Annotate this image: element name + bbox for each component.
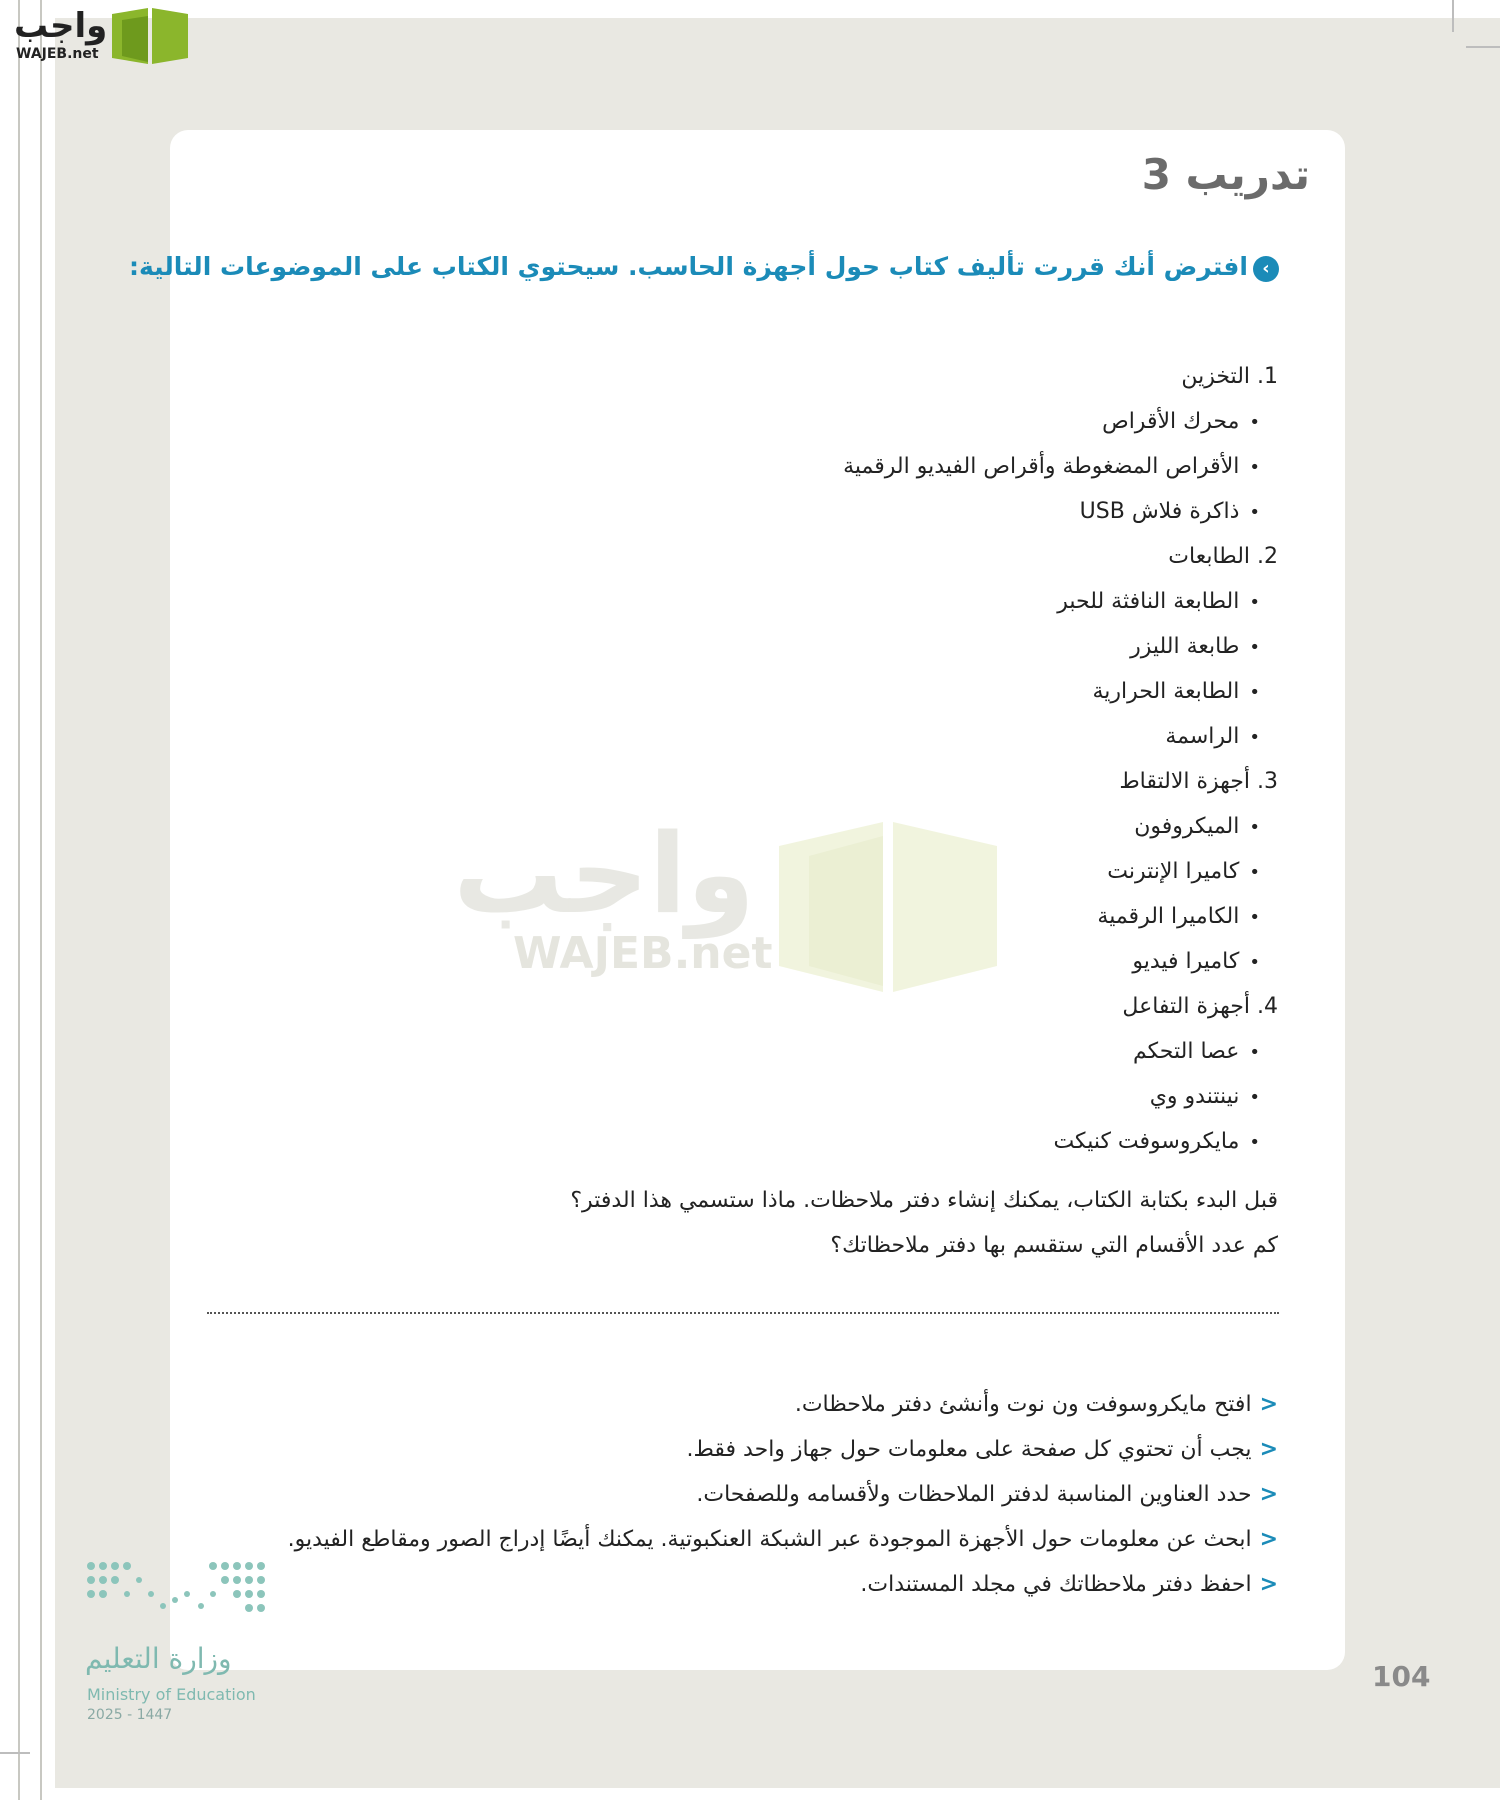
list-item: •كاميرا الإنترنت — [678, 849, 1278, 894]
logo-latin-text: WAJEB.net — [16, 46, 99, 62]
bullet-icon: • — [1249, 907, 1260, 928]
chevron-icon: < — [1259, 1392, 1278, 1417]
step-item: <احفظ دفتر ملاحظاتك في مجلد المستندات. — [860, 1572, 1278, 1597]
bullet-icon: • — [1249, 502, 1260, 523]
crop-line-left-inner — [40, 0, 42, 1800]
step-item: <يجب أن تحتوي كل صفحة على معلومات حول جهاز واحد فقط. — [686, 1437, 1278, 1462]
list-item: •عصا التحكم — [678, 1029, 1278, 1074]
questions — [378, 1178, 1278, 1268]
chevron-icon: < — [1259, 1527, 1278, 1552]
steps-list — [178, 1382, 1278, 1607]
step-item: <افتح مايكروسوفت ون نوت وأنشئ دفتر ملاحظات. — [794, 1392, 1278, 1417]
watermark-arabic: واجب — [453, 810, 755, 938]
ministry-dots-icon — [85, 1560, 275, 1630]
bullet-icon: • — [1249, 412, 1260, 433]
list-item: •كاميرا فيديو — [678, 939, 1278, 984]
chevron-icon: < — [1259, 1572, 1278, 1597]
bullet-icon: • — [1249, 637, 1260, 658]
exercise-title: تدريب 3 — [1141, 150, 1310, 199]
step-item: <حدد العناوين المناسبة لدفتر الملاحظات ولأقسامه وللصفحات. — [696, 1482, 1278, 1507]
list-item: •الكاميرا الرقمية — [678, 894, 1278, 939]
bullet-icon: • — [1249, 592, 1260, 613]
crop-mark-top-right — [1452, 0, 1454, 32]
book-icon — [108, 6, 193, 66]
bullet-icon: • — [1249, 682, 1260, 703]
list-item: •محرك الأقراص — [678, 399, 1278, 444]
crop-line-left — [18, 0, 20, 1800]
chevron-icon: < — [1259, 1437, 1278, 1462]
wajeb-logo — [8, 6, 193, 66]
watermark-latin: WAJEB.net — [513, 928, 773, 979]
bullet-icon: • — [1249, 862, 1260, 883]
list-item: •ذاكرة فلاش USB — [678, 489, 1278, 534]
bullet-icon: • — [1249, 1042, 1260, 1063]
crop-mark-bottom-left — [0, 1752, 30, 1754]
bullet-icon: • — [1249, 457, 1260, 478]
step-item: <ابحث عن معلومات حول الأجهزة الموجودة عبر الشبكة العنكبوتية. يمكنك أيضًا إدراج الصور ومقاطع الفيديو. — [287, 1527, 1278, 1552]
list-item: •الأقراص المضغوطة وأقراص الفيديو الرقمية — [678, 444, 1278, 489]
page-number: 104 — [1372, 1660, 1431, 1693]
bullet-icon: • — [1249, 952, 1260, 973]
topic-heading: 3. أجهزة الالتقاط — [1119, 769, 1278, 794]
list-item: •طابعة الليزر — [678, 624, 1278, 669]
logo-arabic-text: واجب — [14, 6, 108, 46]
ministry-arabic: وزارة التعليم — [85, 1642, 232, 1675]
topics-list — [678, 354, 1278, 1164]
bullet-icon: • — [1249, 1132, 1260, 1153]
question-text: قبل البدء بكتابة الكتاب، يمكنك إنشاء دفتر ملاحظات. ماذا ستسمي هذا الدفتر؟ — [570, 1188, 1278, 1213]
list-item: •الطابعة النافثة للحبر — [678, 579, 1278, 624]
list-item: •الميكروفون — [678, 804, 1278, 849]
topic-heading: 1. التخزين — [1181, 364, 1278, 389]
list-item: •مايكروسوفت كنيكت — [678, 1119, 1278, 1164]
exercise-instruction: افترض أنك قررت تأليف كتاب حول أجهزة الحاسب. سيحتوي الكتاب على الموضوعات التالية: — [128, 252, 1248, 281]
bullet-icon: • — [1249, 1087, 1260, 1108]
chevron-left-icon: ‹ — [1253, 256, 1279, 282]
topic-heading: 2. الطابعات — [1168, 544, 1278, 569]
bullet-icon: • — [1249, 817, 1260, 838]
list-item: •نينتندو وي — [678, 1074, 1278, 1119]
list-item: •الراسمة — [678, 714, 1278, 759]
ministry-english: Ministry of Education — [87, 1685, 256, 1704]
bullet-icon: • — [1249, 727, 1260, 748]
ministry-logo — [85, 1560, 285, 1730]
question-text: كم عدد الأقسام التي ستقسم بها دفتر ملاحظاتك؟ — [830, 1233, 1278, 1258]
answer-line[interactable] — [207, 1312, 1279, 1314]
crop-mark-right — [1466, 46, 1500, 48]
ministry-year: 2025 - 1447 — [87, 1707, 173, 1723]
topic-heading: 4. أجهزة التفاعل — [1122, 994, 1278, 1019]
list-item: •الطابعة الحرارية — [678, 669, 1278, 714]
chevron-icon: < — [1259, 1482, 1278, 1507]
